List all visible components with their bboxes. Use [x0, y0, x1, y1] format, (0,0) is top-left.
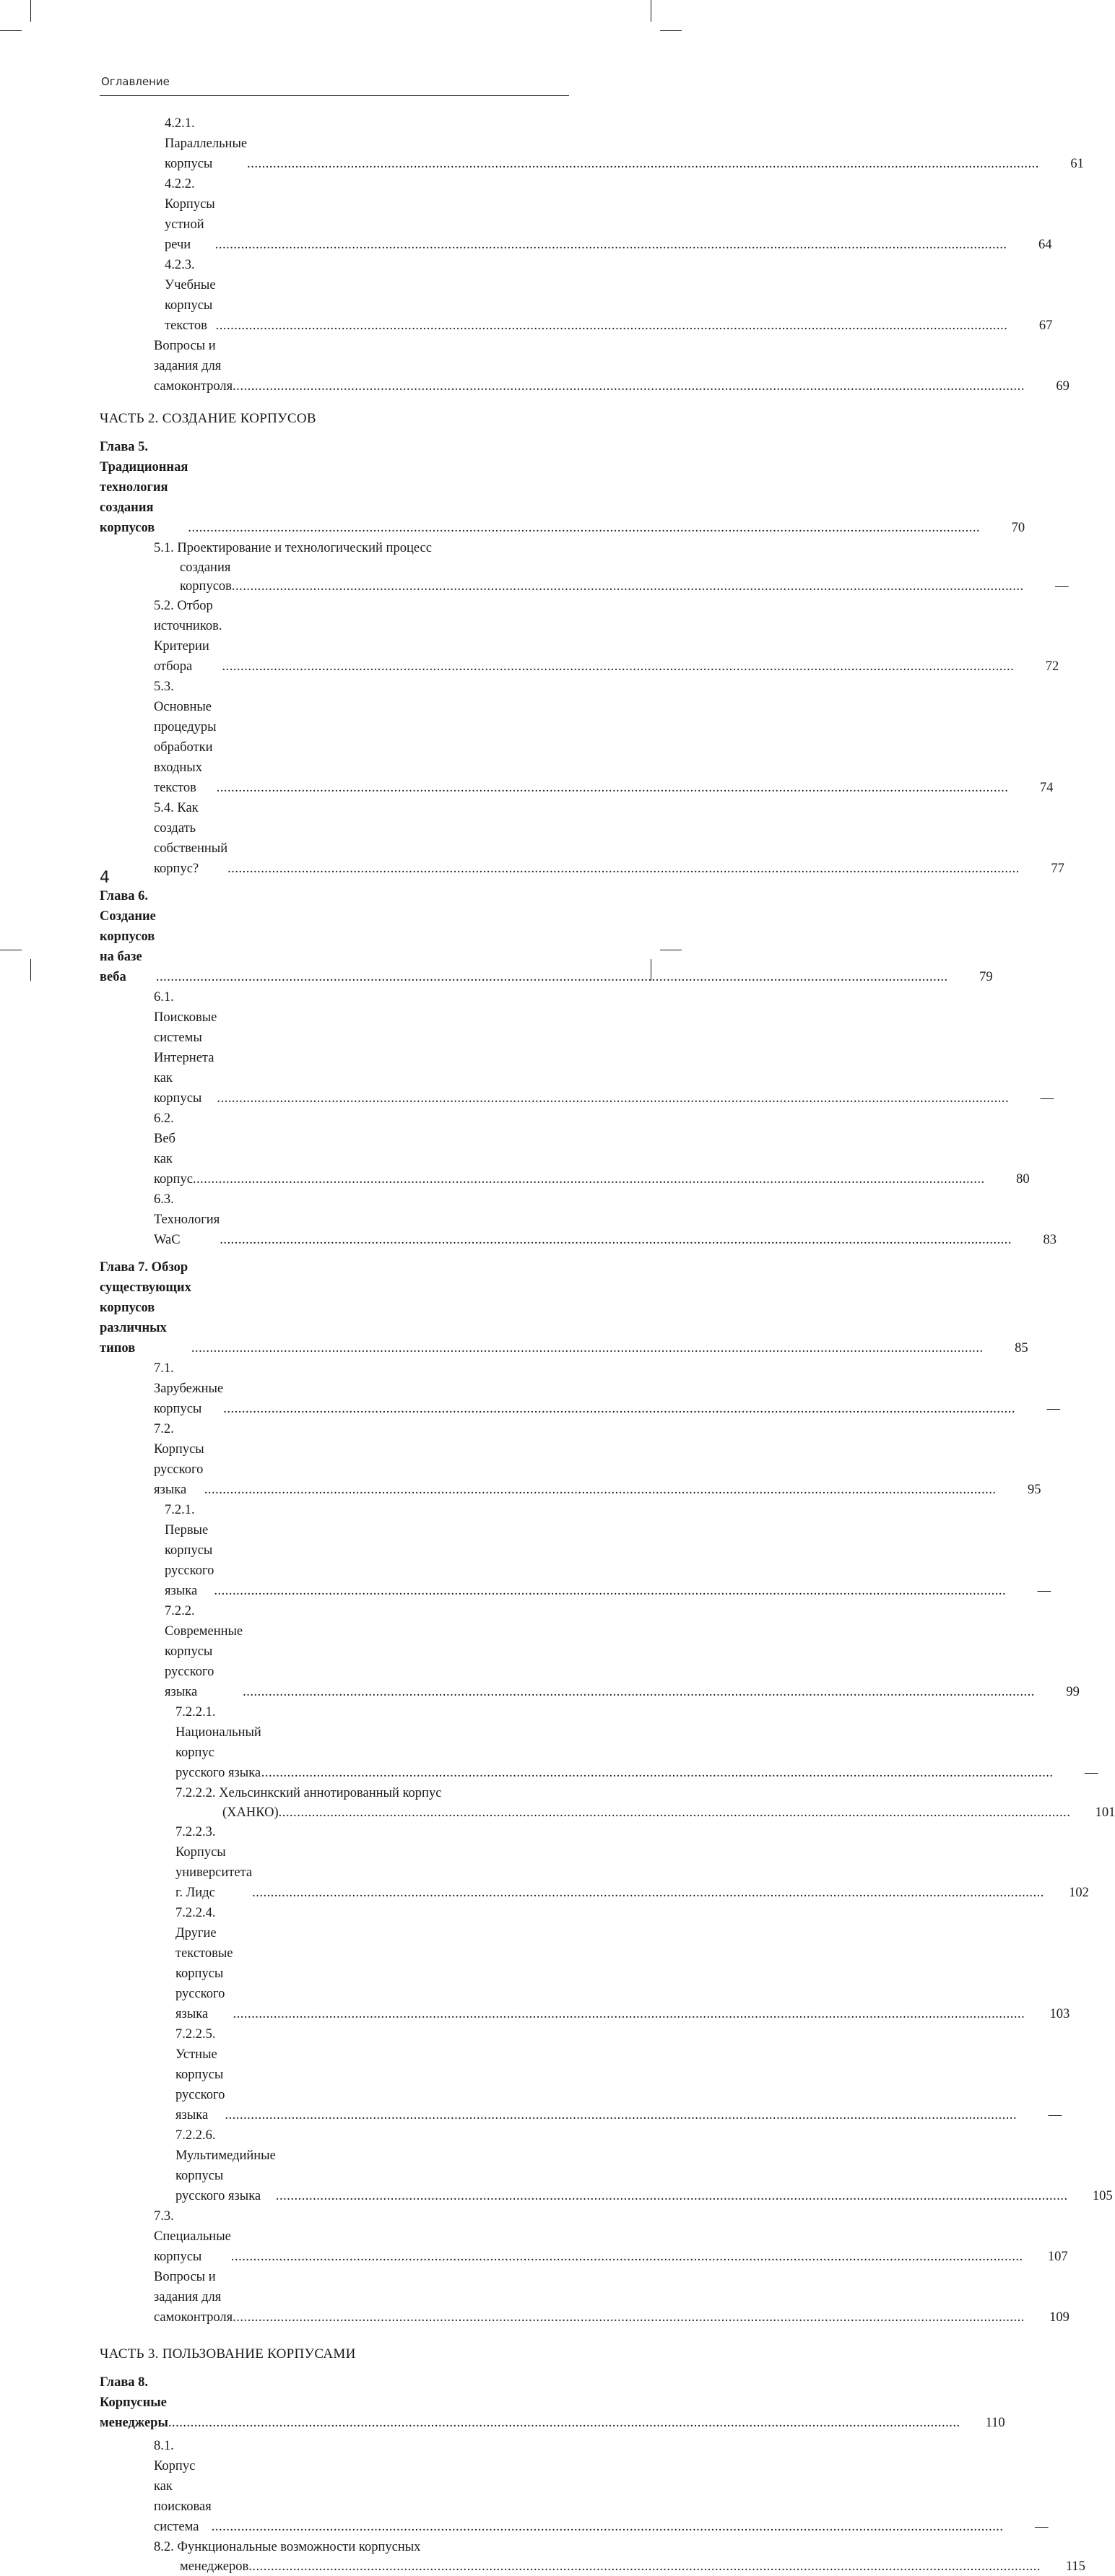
toc-chapter-page: 110	[985, 2416, 1005, 2430]
toc-entry-page: 107	[1047, 2250, 1068, 2264]
toc-entry-title: 6.2. Веб как корпус	[154, 1111, 193, 1187]
leader-dots	[247, 154, 1039, 174]
toc-entry-page: 67	[1038, 318, 1053, 333]
leader-dots	[225, 2105, 1017, 2125]
crop-mark	[30, 959, 31, 981]
toc-entry-title: 5.4. Как создать собственный корпус?	[154, 801, 228, 876]
toc-entry[interactable]	[100, 1903, 1070, 2024]
toc-entry-title: 6.3. Технология WaC	[154, 1192, 220, 1247]
toc-entry-title: 7.2.2.2. Хельсинкский аннотированный корпус	[175, 1786, 442, 1800]
toc-entry[interactable]	[100, 677, 1054, 798]
leader-dots	[243, 1682, 1035, 1702]
leader-dots	[222, 656, 1015, 677]
toc-entry-title: 5.3. Основные процедуры обработки входных текстов	[154, 680, 217, 795]
toc-entry[interactable]	[100, 1500, 1051, 1601]
toc-entry-title: 7.2. Корпусы русского языка	[154, 1422, 204, 1497]
toc-entry-page: 105	[1092, 2189, 1113, 2203]
toc-chapter[interactable]	[100, 886, 993, 987]
leader-dots	[193, 1169, 985, 1189]
toc-chapter-title: Глава 5. Традиционная технология создания корпусов	[100, 440, 188, 535]
toc-entry-title: 7.2.2. Современные корпусы русского языка	[165, 1604, 243, 1699]
toc-entry[interactable]	[100, 336, 1070, 396]
toc-entry[interactable]	[100, 596, 1059, 677]
toc-entry-title: 7.2.2.3. Корпусы университета г. Лидс	[175, 1825, 253, 1900]
leader-dots	[252, 1883, 1044, 1903]
toc-entry-title: 8.2. Функциональные возможности корпусных	[154, 2540, 421, 2554]
leader-dots	[232, 577, 1024, 596]
running-head: Оглавление	[101, 75, 170, 88]
toc-entry-title: 4.2.2. Корпусы устной речи	[165, 177, 215, 252]
toc-chapter-page: 85	[1015, 1341, 1028, 1356]
toc-entry[interactable]	[100, 987, 1054, 1109]
leader-dots	[212, 2517, 1004, 2537]
leader-dots	[191, 1338, 984, 1358]
leader-dots	[233, 376, 1025, 396]
toc-entry-page: 80	[1016, 1172, 1030, 1187]
toc-chapter-page: 70	[1011, 521, 1025, 535]
toc-entry-title: 7.1. Зарубежные корпусы	[154, 1361, 224, 1416]
toc-entry-title: 5.1. Проектирование и технологический процесс	[154, 541, 432, 555]
toc-chapter-title: Глава 7. Обзор существующих корпусов различных типов	[100, 1260, 191, 1356]
leader-dots	[248, 2557, 1041, 2576]
toc-entry-page: 101	[1095, 1805, 1115, 1820]
toc-entry[interactable]	[100, 2206, 1068, 2267]
toc-entry-title: 5.2. Отбор источников. Критерии отбора	[154, 599, 222, 674]
toc-entry-title-cont: (ХАНКО)	[222, 1805, 279, 1820]
toc-entry-page: 99	[1066, 1685, 1080, 1699]
leader-dots	[220, 1230, 1012, 1250]
leader-dots	[233, 2307, 1025, 2328]
toc-entry-page: 74	[1039, 781, 1054, 795]
toc-entry-page: 77	[1051, 862, 1064, 876]
toc-entry[interactable]	[100, 1109, 1030, 1189]
toc-entry[interactable]	[100, 113, 1084, 174]
leader-dots	[216, 316, 1008, 336]
toc-entry-title-cont: создания корпусов	[180, 560, 232, 594]
toc-entry-page: —	[1046, 1402, 1060, 1416]
toc-entry-title-cont: менеджеров	[180, 2559, 249, 2574]
toc-entry-page: —	[1085, 1766, 1098, 1780]
toc-entry-page: —	[1048, 2108, 1062, 2122]
part-heading: ЧАСТЬ 3. ПОЛЬЗОВАНИЕ КОРПУСАМИ	[100, 2346, 356, 2362]
toc-entry[interactable]	[100, 2024, 1062, 2125]
toc-entry-title: 7.2.2.5. Устные корпусы русского языка	[175, 2027, 225, 2122]
toc-entry-title: 4.2.3. Учебные корпусы текстов	[165, 258, 216, 333]
toc-entry-page: —	[1055, 579, 1069, 594]
toc-entry[interactable]	[100, 538, 1069, 596]
toc-chapter-page: 79	[979, 970, 993, 984]
toc-entry-title: 7.2.2.4. Другие текстовые корпусы русского языка	[175, 1906, 233, 2021]
toc-entry-page: 115	[1065, 2559, 1085, 2574]
toc-entry-title: Вопросы и задания для самоконтроля	[154, 339, 233, 394]
toc-entry-page: 61	[1070, 157, 1084, 171]
leader-dots	[217, 778, 1009, 798]
toc-entry-title: 7.2.1. Первые корпусы русского языка	[165, 1503, 214, 1598]
toc-entry[interactable]	[100, 1189, 1057, 1250]
toc-entry[interactable]	[100, 1783, 1115, 1822]
toc-entry-title: 7.3. Специальные корпусы	[154, 2209, 231, 2264]
toc-entry-title: 4.2.1. Параллельные корпусы	[165, 116, 248, 171]
toc-entry[interactable]	[100, 1601, 1080, 1702]
leader-dots	[217, 1088, 1009, 1109]
leader-dots	[188, 518, 980, 538]
toc-entry[interactable]	[100, 1822, 1089, 1903]
leader-dots	[227, 859, 1020, 879]
toc-entry-page: —	[1040, 1091, 1054, 1106]
leader-dots	[276, 2186, 1068, 2206]
toc-entry[interactable]	[100, 2125, 1113, 2206]
toc-entry[interactable]	[100, 2267, 1070, 2328]
toc-entry[interactable]	[100, 174, 1052, 255]
toc-chapter[interactable]	[100, 1257, 1028, 1358]
page-number: 4	[100, 869, 110, 887]
crop-mark	[0, 30, 22, 31]
toc-entry-title: 6.1. Поисковые системы Интернета как корпусы	[154, 990, 217, 1106]
toc-entry[interactable]	[100, 2537, 1085, 2576]
toc-entry-page: 109	[1049, 2310, 1070, 2325]
leader-dots	[261, 1763, 1054, 1783]
toc-entry-page: 72	[1045, 659, 1059, 674]
toc-entry-title: 7.2.2.1. Национальный корпус русского языка	[175, 1705, 261, 1780]
toc-chapter[interactable]	[100, 2372, 1005, 2433]
toc-entry-page: —	[1035, 2520, 1049, 2534]
toc-entry[interactable]	[100, 798, 1064, 879]
toc-entry-page: 64	[1038, 238, 1052, 252]
toc-entry[interactable]	[100, 1419, 1041, 1500]
toc-entry-page: —	[1037, 1584, 1051, 1598]
header-rule	[100, 95, 569, 96]
table-of-contents	[100, 113, 1115, 2576]
toc-entry[interactable]	[100, 1358, 1060, 1419]
toc-entry-page: 69	[1056, 379, 1070, 394]
toc-chapter[interactable]	[100, 437, 1025, 538]
leader-dots	[233, 2004, 1025, 2024]
toc-chapter-title: Глава 6. Создание корпусов на базе веба	[100, 889, 156, 984]
part-heading: ЧАСТЬ 2. СОЗДАНИЕ КОРПУСОВ	[100, 411, 316, 426]
toc-entry[interactable]	[100, 1702, 1098, 1783]
leader-dots	[231, 2247, 1023, 2267]
leader-dots	[279, 1803, 1071, 1822]
toc-entry[interactable]	[100, 2436, 1049, 2537]
toc-entry-page: 102	[1069, 1886, 1089, 1900]
toc-entry-title: 7.2.2.6. Мультимедийные корпусы русского языка	[175, 2128, 276, 2203]
leader-dots	[215, 235, 1007, 255]
leader-dots	[223, 1399, 1015, 1419]
toc-entry-page: 83	[1043, 1233, 1057, 1247]
toc-entry[interactable]	[100, 255, 1053, 336]
leader-dots	[168, 2413, 960, 2433]
toc-chapter-title: Глава 8. Корпусные менеджеры	[100, 2375, 168, 2430]
crop-mark	[30, 0, 31, 22]
leader-dots	[214, 1581, 1006, 1601]
toc-entry-page: 95	[1027, 1483, 1041, 1497]
toc-entry-title: 8.1. Корпус как поисковая система	[154, 2439, 212, 2534]
leader-dots	[156, 967, 948, 987]
toc-entry-title: Вопросы и задания для самоконтроля	[154, 2270, 233, 2325]
leader-dots	[204, 1480, 997, 1500]
crop-mark	[660, 30, 682, 31]
toc-entry-page: 103	[1049, 2007, 1070, 2021]
